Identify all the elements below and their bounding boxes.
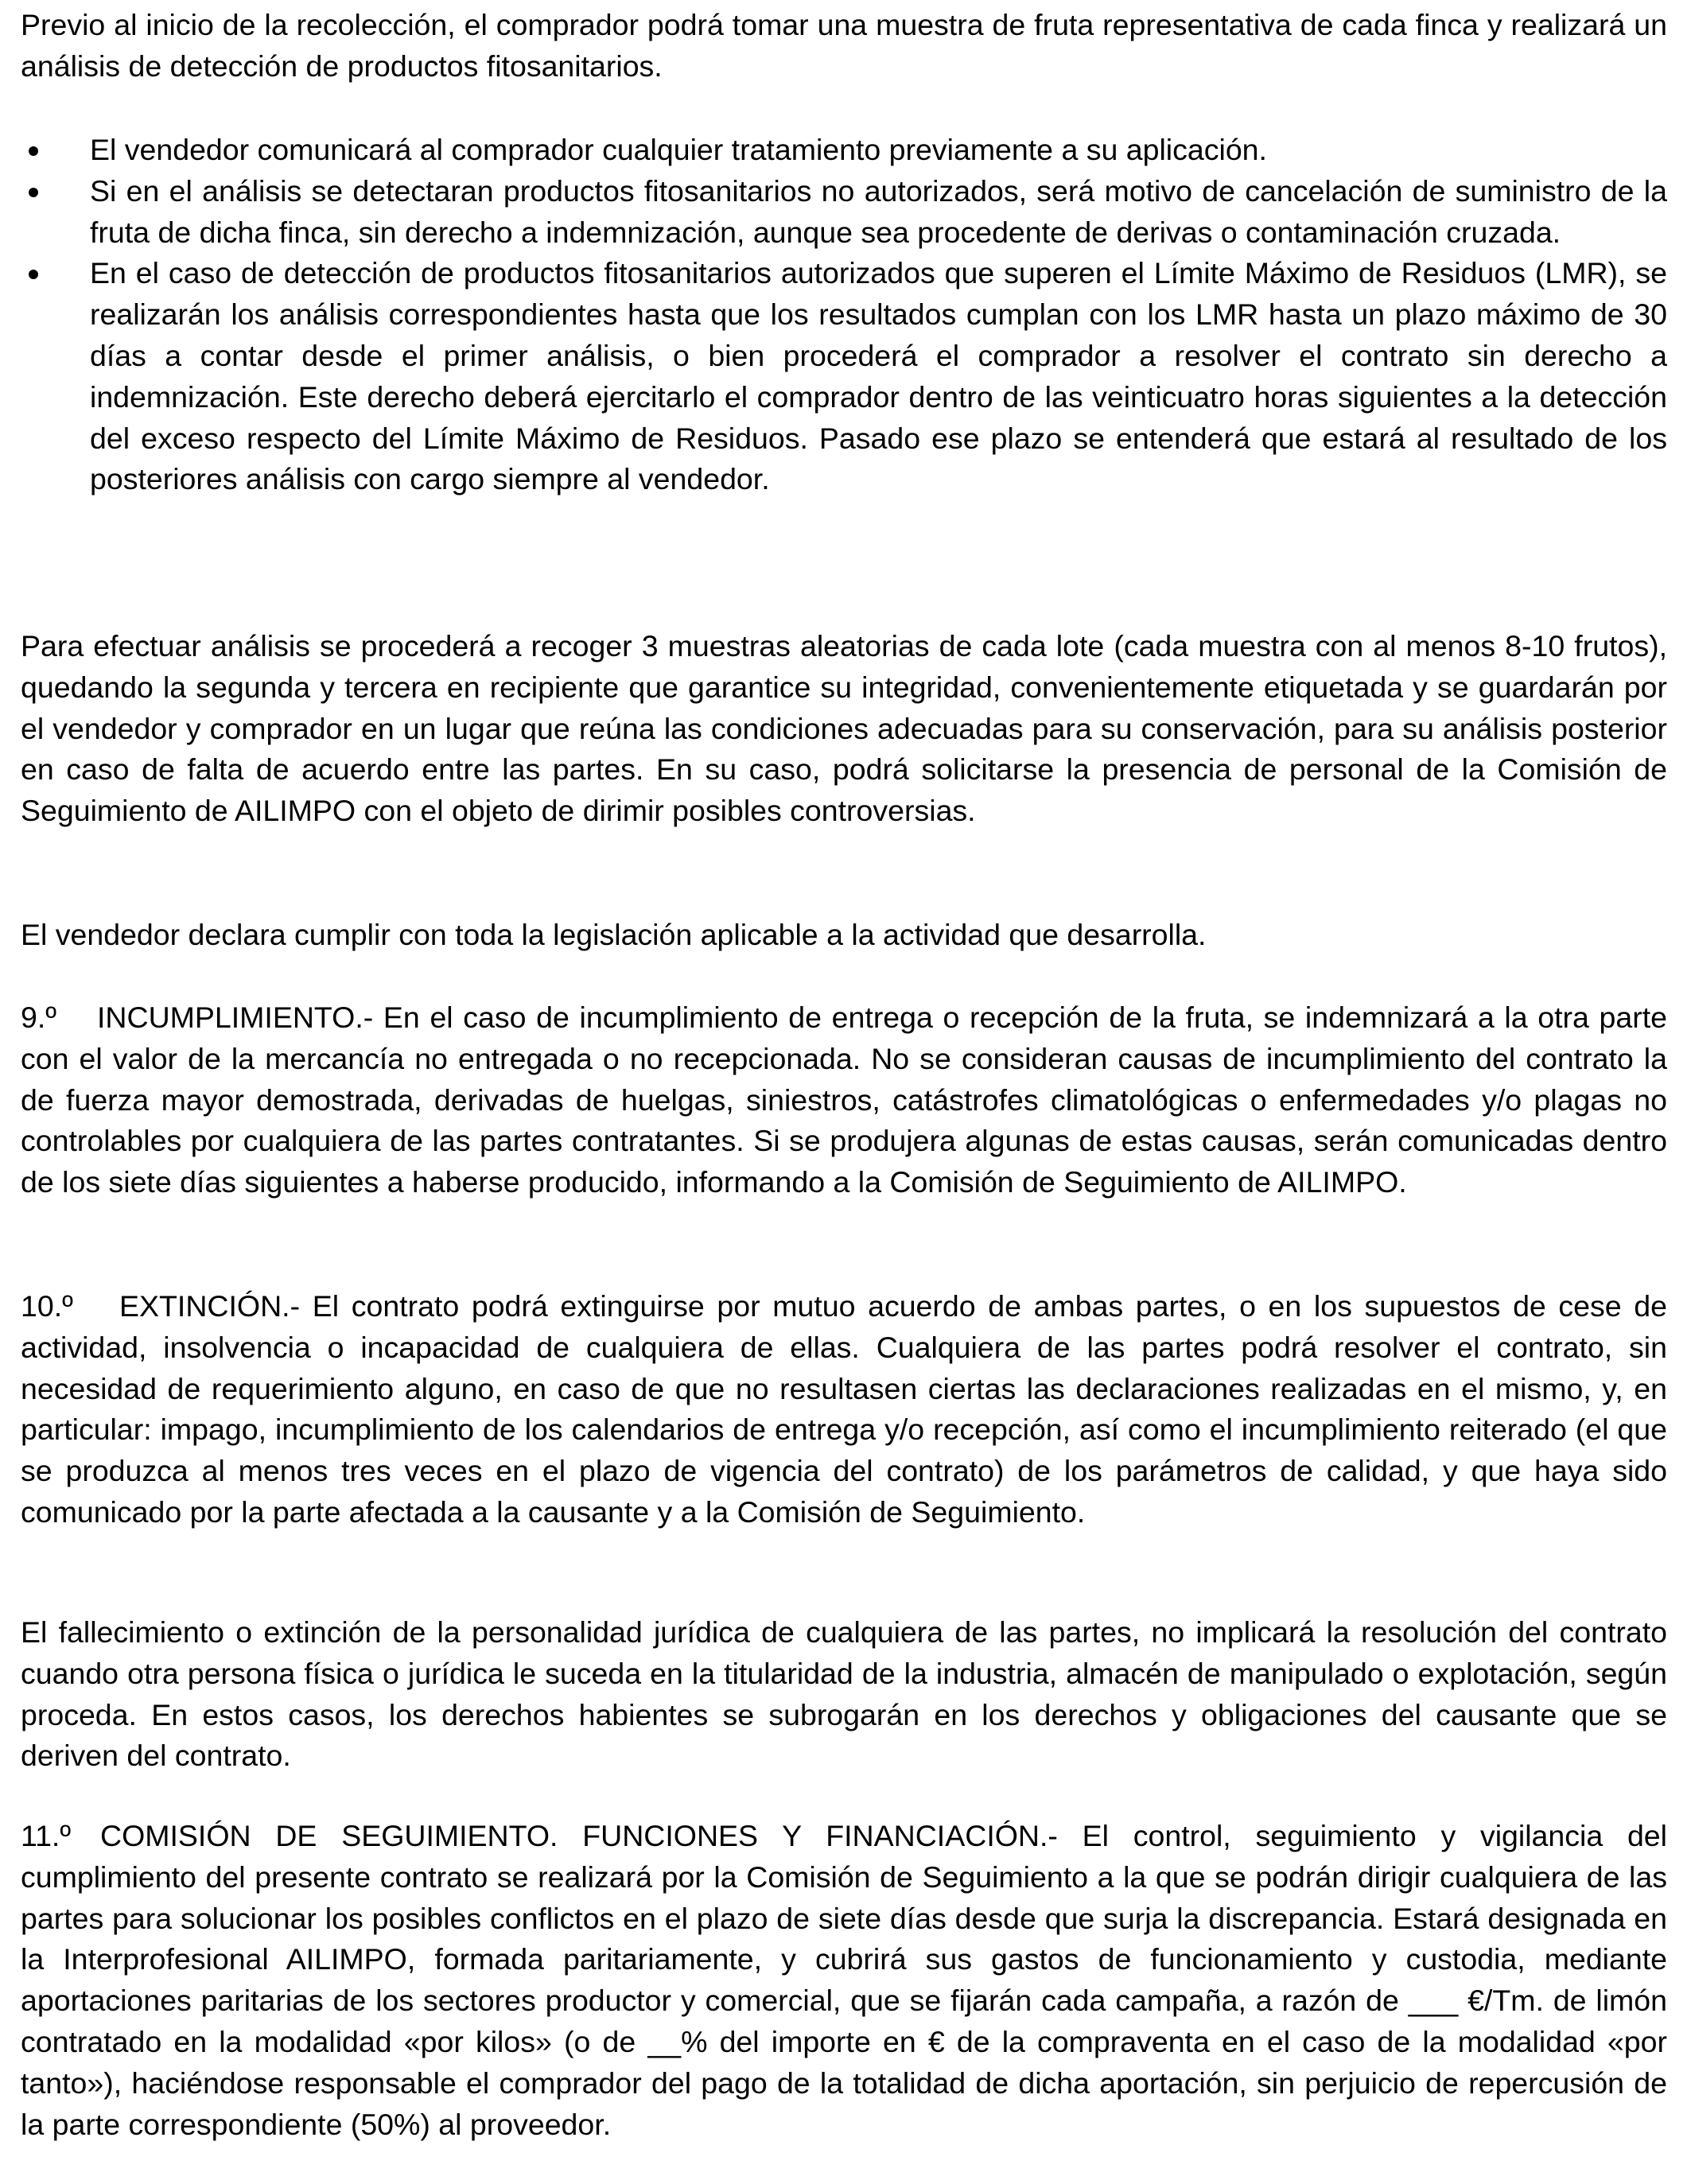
bullet-icon	[29, 146, 38, 156]
bullet-item	[21, 130, 1667, 171]
section-number: 9.º	[21, 1001, 56, 1034]
bullet-text: Si en el análisis se detectaran productos fitosanitarios no autorizados, será motivo de cancelación de suministro de la fruta de dicha finca, sin derecho a indemnización, aunque sea procedente de derivas o contaminación cruzada.	[90, 173, 1667, 249]
section-text: EXTINCIÓN.- El contrato podrá extinguirse por mutuo acuerdo de ambas partes, o en los supuestos de cese de actividad, insolvencia o incapacidad de cualquiera de ellas. Cualquiera de las partes podrá resolver el contrato, sin necesidad de requerimiento alguno, en caso de que no resultasen ciertas las declaraciones realizadas en el mismo, y, en particular: impago, incumplimiento de los calendarios de entrega y/o recepción, así como el incumplimiento reiterado (el que se produzca al menos tres veces en el plazo de vigencia del contrato) de los parámetros de calidad, y que haya sido comunicado por la parte afectada a la causante y a la Comisión de Seguimiento.	[21, 1289, 1667, 1529]
section-10-extincion	[21, 1286, 1667, 1533]
section-text: INCUMPLIMIENTO.- En el caso de incumplimiento de entrega o recepción de la fruta, se indemnizará a la otra parte con el valor de la mercancía no entregada o no recepcionada. No se consideran causas de incumplimiento del contrato la de fuerza mayor demostrada, derivadas de huelgas, siniestros, catástrofes climatológicas o enfermedades y/o plagas no controlables por cualquiera de las partes contratantes. Si se produjera algunas de estas causas, serán comunicadas dentro de los siete días siguientes a haberse producido, informando a la Comisión de Seguimiento de AILIMPO.	[21, 1001, 1667, 1199]
paragraph-fallecimiento: El fallecimiento o extinción de la personalidad jurídica de cualquiera de las partes, no implicará la resolución del contrato cuando otra persona física o jurídica le suceda en la titularidad de la industria, almacén de manipulado o explotación, según proceda. En estos casos, los derechos habientes se subrogarán en los derechos y obligaciones del causante que se deriven del contrato.	[21, 1615, 1667, 1773]
bullet-icon	[29, 270, 38, 279]
section-number: 11.º	[21, 1819, 72, 1852]
bullet-icon	[29, 188, 38, 197]
paragraph-legislacion: El vendedor declara cumplir con toda la legislación aplicable a la actividad que desarrolla.	[21, 918, 1207, 951]
section-text: COMISIÓN DE SEGUIMIENTO. FUNCIONES Y FINANCIACIÓN.- El control, seguimiento y vigilancia del cumplimiento del presente contrato se realizará por la Comisión de Seguimiento a la que se podrán dirigir cualquiera de las partes para solucionar los posibles conflictos en el plazo de siete días desde que surja la discrepancia. Estará designada en la Interprofesional AILIMPO, formada paritariamente, y cubrirá sus gastos de funcionamiento y custodia, mediante aportaciones paritarias de los sectores productor y comercial, que se fijarán cada campaña, a razón de ___ €/Tm. de limón contratado en la modalidad «por kilos» (o de __% del importe en € de la compraventa en el caso de la modalidad «por tanto»), haciéndose responsable el comprador del pago de la totalidad de dicha aportación, sin perjuicio de repercusión de la parte correspondiente (50%) al proveedor.	[21, 1819, 1667, 2141]
bullet-text: En el caso de detección de productos fitosanitarios autorizados que superen el Límite Máximo de Residuos (LMR), se realizarán los análisis correspondientes hasta que los resultados cumplan con los LMR hasta un plazo máximo de 30 días a contar desde el primer análisis, o bien procederá el comprador a resolver el contrato sin derecho a indemnización. Este derecho deberá ejercitarlo el comprador dentro de las veinticuatro horas siguientes a la detección del exceso respecto del Límite Máximo de Residuos. Pasado ese plazo se entenderá que estará al resultado de los posteriores análisis con cargo siempre al vendedor.	[90, 256, 1667, 496]
bullet-item	[21, 171, 1667, 254]
section-9-incumplimiento	[21, 997, 1667, 1203]
paragraph-muestras: Para efectuar análisis se procederá a recoger 3 muestras aleatorias de cada lote (cada muestra con al menos 8-10 frutos), quedando la segunda y tercera en recipiente que garantice su integridad, convenientemente etiquetada y se guardarán por el vendedor y comprador en un lugar que reúna las condiciones adecuadas para su conservación, para su análisis posterior en caso de falta de acuerdo entre las partes. En su caso, podrá solicitarse la presencia de personal de la Comisión de Seguimiento de AILIMPO con el objeto de dirimir posibles controversias.	[21, 629, 1667, 828]
section-number: 10.º	[21, 1289, 73, 1323]
paragraph-intro: Previo al inicio de la recolección, el comprador podrá tomar una muestra de fruta representativa de cada finca y realizará un análisis de detección de productos fitosanitarios.	[21, 8, 1667, 83]
section-11-comision	[21, 1816, 1667, 2145]
bullet-text: El vendedor comunicará al comprador cualquier tratamiento previamente a su aplicación.	[90, 133, 1267, 166]
bullet-list	[21, 130, 1667, 500]
bullet-item	[21, 253, 1667, 500]
